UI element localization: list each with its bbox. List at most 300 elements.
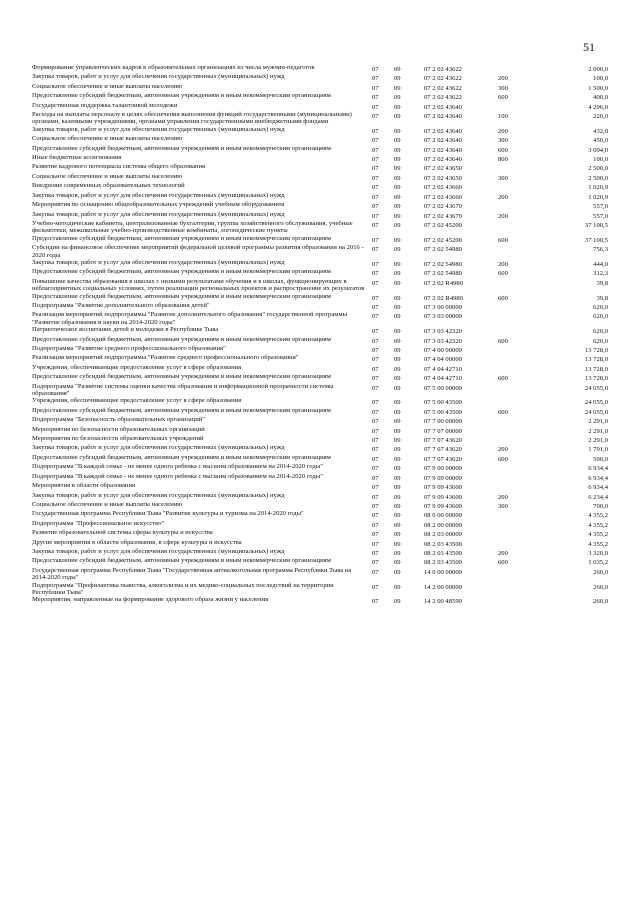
row-amount: 2 291,0 xyxy=(588,437,608,445)
row-section: 07 xyxy=(372,531,379,539)
row-target-article: 07 4 00 00000 xyxy=(424,347,462,354)
table-row xyxy=(32,520,608,529)
row-target-article: 08 2 03 43500 xyxy=(424,549,462,557)
row-subsection: 09 xyxy=(394,313,401,321)
row-subsection: 09 xyxy=(394,568,401,576)
row-section: 07 xyxy=(372,193,379,201)
row-subsection: 09 xyxy=(394,493,401,501)
row-subsection: 09 xyxy=(394,221,401,229)
row-target-article: 07 9 09 43600 xyxy=(424,493,462,501)
row-subsection: 09 xyxy=(394,303,401,311)
row-name: Закупка товаров, работ и услуг для обеспечения государственных (муниципальных) нужд xyxy=(32,491,285,499)
row-target-article: 07 2 02 43640 xyxy=(424,113,462,121)
row-expense-type: 200 xyxy=(498,549,508,557)
row-name: Мероприятия в области образования xyxy=(32,482,136,490)
table-row xyxy=(32,336,608,345)
row-amount: 400,0 xyxy=(593,94,608,102)
row-amount: 1 020,9 xyxy=(588,193,608,201)
row-amount: 260,0 xyxy=(593,568,608,576)
row-subsection: 09 xyxy=(394,137,401,145)
table-row xyxy=(32,416,608,425)
row-name: Подпрограмма "Развитие системы оценки качества образования и информационной прозрачности системы образования" xyxy=(32,382,334,398)
row-name: Другие мероприятия в области образования, в сфере культуры и искусства xyxy=(32,538,242,546)
row-expense-type: 600 xyxy=(498,559,508,567)
row-expense-type xyxy=(498,416,538,425)
row-name: Предоставление субсидий бюджетным, автономным учреждениям и иным некоммерческим организациям xyxy=(32,453,331,461)
row-section: 07 xyxy=(372,437,379,445)
row-subsection: 09 xyxy=(394,203,401,211)
row-target-article: 07 5 00 43500 xyxy=(424,399,462,407)
row-name: Подпрограмма "В каждой семье - не менее одного ребенка с высшим образованием на 2014-2020 годы" xyxy=(32,463,323,471)
row-target-article: 07 4 04 00000 xyxy=(424,356,462,364)
row-target-article: 14 0 00 00000 xyxy=(424,568,462,576)
row-section: 07 xyxy=(372,279,379,287)
row-subsection: 09 xyxy=(394,279,401,287)
row-amount: 2 291,0 xyxy=(588,427,608,435)
row-subsection: 09 xyxy=(394,156,401,164)
row-subsection: 09 xyxy=(394,583,401,591)
row-amount: 4 296,0 xyxy=(588,103,608,111)
table-row xyxy=(32,444,608,453)
table-row xyxy=(32,293,608,302)
row-name: Подпрограмма "Безопасность образовательных организаций" xyxy=(32,416,205,424)
row-expense-type xyxy=(498,326,538,335)
row-amount: 1 500,0 xyxy=(588,84,608,92)
table-row xyxy=(32,326,608,335)
row-subsection: 09 xyxy=(394,184,401,192)
row-amount: 13 728,0 xyxy=(584,365,608,373)
row-section: 07 xyxy=(372,236,379,244)
row-amount: 3 094,0 xyxy=(588,146,608,154)
row-section: 07 xyxy=(372,203,379,211)
row-subsection: 09 xyxy=(394,165,401,173)
row-name: Предоставление субсидий бюджетным, автономным учреждениям и иным некоммерческим организациям xyxy=(32,373,331,381)
row-name: Субсидии на финансовое обеспечение мероприятий федеральной целевой программы развития образования на 2016 - 2020 годы xyxy=(32,244,364,259)
row-section: 07 xyxy=(372,113,379,121)
row-expense-type: 600 xyxy=(498,146,508,154)
row-section: 07 xyxy=(372,418,379,426)
row-subsection: 09 xyxy=(394,66,401,73)
row-amount: 24 055,0 xyxy=(584,384,608,392)
row-subsection: 09 xyxy=(394,549,401,557)
row-section: 07 xyxy=(372,270,379,278)
row-section: 07 xyxy=(372,559,379,567)
row-target-article: 07 2 02 43660 xyxy=(424,184,462,192)
row-expense-type: 300 xyxy=(498,174,508,182)
row-name: Социальное обеспечение и иные выплаты населению xyxy=(32,500,183,508)
row-expense-type xyxy=(498,163,538,172)
table-row xyxy=(32,145,608,154)
row-section: 07 xyxy=(372,455,379,463)
row-target-article: 07 4 04 42710 xyxy=(424,375,462,383)
row-name: Мероприятия по оснащению общеобразовательных учреждений учебным оборудованием xyxy=(32,201,285,209)
table-row xyxy=(32,278,608,293)
table-row xyxy=(32,73,608,82)
row-expense-type: 200 xyxy=(498,127,508,135)
row-amount: 620,0 xyxy=(593,337,608,345)
row-name: Закупка товаров, работ и услуг для обеспечения государственных (муниципальных) нужд xyxy=(32,73,285,81)
row-name: Предоставление субсидий бюджетным, автономным учреждениям и иным некоммерческим организациям xyxy=(32,234,331,242)
table-row xyxy=(32,501,608,510)
table-row xyxy=(32,364,608,373)
row-amount: 2 000,0 xyxy=(588,66,608,73)
row-amount: 620,0 xyxy=(593,303,608,311)
row-subsection: 09 xyxy=(394,260,401,268)
row-amount: 557,0 xyxy=(593,203,608,211)
row-target-article: 07 5 00 00000 xyxy=(424,384,462,392)
row-amount: 500,0 xyxy=(593,455,608,463)
row-target-article: 08 2 03 00000 xyxy=(424,531,462,539)
row-section: 07 xyxy=(372,521,379,529)
row-subsection: 09 xyxy=(394,328,401,336)
table-row xyxy=(32,163,608,172)
row-target-article: 07 7 07 43620 xyxy=(424,446,462,454)
row-target-article: 14 2 00 00000 xyxy=(424,583,462,591)
row-amount: 24 055,0 xyxy=(584,399,608,407)
row-name: Подпрограмма "Профилактика пьянства, алкоголизма и их медико-социальных последствий на территории Республики Тыва" xyxy=(32,581,334,596)
table-row xyxy=(32,154,608,163)
table-row xyxy=(32,383,608,398)
row-subsection: 09 xyxy=(394,465,401,473)
row-amount: 1 020,9 xyxy=(588,184,608,192)
row-amount: 6 934,4 xyxy=(588,484,608,492)
row-amount: 6 934,4 xyxy=(588,465,608,473)
row-amount: 39,8 xyxy=(596,279,608,287)
row-section: 07 xyxy=(372,598,379,606)
row-expense-type: 600 xyxy=(498,455,508,463)
row-section: 07 xyxy=(372,446,379,454)
row-target-article: 07 7 07 43620 xyxy=(424,455,462,463)
row-expense-type: 200 xyxy=(498,193,508,201)
row-amount: 450,0 xyxy=(593,137,608,145)
row-target-article: 07 9 00 00000 xyxy=(424,465,462,473)
row-section: 07 xyxy=(372,375,379,383)
row-subsection: 09 xyxy=(394,531,401,539)
row-target-article: 07 2 02 43670 xyxy=(424,203,462,211)
row-subsection: 09 xyxy=(394,270,401,278)
row-section: 07 xyxy=(372,174,379,182)
row-expense-type xyxy=(498,345,538,354)
row-expense-type: 600 xyxy=(498,408,508,416)
row-section: 07 xyxy=(372,328,379,336)
row-name: Государственная программа Республики Тыва "Развитие культуры и туризма на 2014-2020 годы" xyxy=(32,510,304,518)
row-amount: 620,0 xyxy=(593,328,608,336)
row-section: 07 xyxy=(372,347,379,354)
table-row xyxy=(32,211,608,220)
row-target-article: 07 7 07 00000 xyxy=(424,427,462,435)
table-row xyxy=(32,268,608,277)
row-amount: 2 291,0 xyxy=(588,418,608,426)
table-row xyxy=(32,83,608,92)
row-subsection: 09 xyxy=(394,427,401,435)
row-name: Подпрограмма "Профессиональное искусство" xyxy=(32,519,165,527)
row-target-article: 07 2 02 43640 xyxy=(424,146,462,154)
row-name: Подпрограмма "Развитие дополнительного образования детей" xyxy=(32,301,210,309)
table-row xyxy=(32,345,608,354)
row-amount: 432,0 xyxy=(593,127,608,135)
row-name: Развитие образовательной системы сферы культуры и искусства xyxy=(32,529,213,537)
row-subsection: 09 xyxy=(394,418,401,426)
row-expense-type xyxy=(498,520,538,529)
row-subsection: 09 xyxy=(394,146,401,154)
row-subsection: 09 xyxy=(394,399,401,407)
row-name: Закупка товаров, работ и услуг для обеспечения государственных (муниципальных) нужд xyxy=(32,258,285,266)
row-section: 07 xyxy=(372,540,379,548)
row-target-article: 07 3 03 42320 xyxy=(424,328,462,336)
table-row xyxy=(32,259,608,268)
row-target-article: 07 7 00 00000 xyxy=(424,418,462,426)
row-target-article: 07 3 00 00000 xyxy=(424,303,462,311)
row-amount: 13 728,0 xyxy=(584,347,608,354)
row-section: 07 xyxy=(372,146,379,154)
row-section: 07 xyxy=(372,212,379,220)
table-row xyxy=(32,302,608,311)
table-row xyxy=(32,582,608,597)
row-expense-type xyxy=(498,278,538,293)
row-section: 07 xyxy=(372,337,379,345)
row-expense-type xyxy=(498,529,538,538)
row-section: 07 xyxy=(372,260,379,268)
table-row xyxy=(32,354,608,363)
table-row xyxy=(32,567,608,582)
row-amount: 37 100,5 xyxy=(584,221,608,229)
row-name: Государственная программа Республики Тыва "Государственная антиалкогольная программа Республики Тыва на 2014-2020 годы" xyxy=(32,566,352,582)
row-expense-type: 800 xyxy=(498,156,508,164)
row-target-article: 07 2 02 43622 xyxy=(424,66,462,73)
row-subsection: 09 xyxy=(394,521,401,529)
row-subsection: 09 xyxy=(394,384,401,392)
row-subsection: 09 xyxy=(394,347,401,354)
row-amount: 6 234,4 xyxy=(588,493,608,501)
table-row xyxy=(32,548,608,557)
row-name: Закупка товаров, работ и услуг для обеспечения государственных (муниципальных) нужд xyxy=(32,210,285,218)
table-row xyxy=(32,397,608,406)
row-target-article: 07 2 02 54980 xyxy=(424,270,462,278)
row-amount: 260,0 xyxy=(593,598,608,606)
row-target-article: 07 2 02 43670 xyxy=(424,212,462,220)
row-expense-type xyxy=(498,354,538,363)
row-amount: 13 728,0 xyxy=(584,375,608,383)
table-row xyxy=(32,482,608,491)
row-expense-type xyxy=(498,244,538,259)
row-name: Внедрение современных образовательных технологий xyxy=(32,182,185,190)
row-target-article: 07 9 09 43600 xyxy=(424,502,462,510)
row-section: 07 xyxy=(372,583,379,591)
row-expense-type xyxy=(498,582,538,597)
row-subsection: 09 xyxy=(394,94,401,102)
table-row xyxy=(32,463,608,472)
row-target-article: 07 2 02 43622 xyxy=(424,75,462,83)
row-amount: 260,0 xyxy=(593,583,608,591)
table-row xyxy=(32,111,608,126)
row-subsection: 09 xyxy=(394,103,401,111)
row-target-article: 07 2 02 43650 xyxy=(424,165,462,173)
row-expense-type xyxy=(498,510,538,519)
table-row xyxy=(32,201,608,210)
row-section: 07 xyxy=(372,221,379,229)
row-target-article: 07 3 03 42320 xyxy=(424,337,462,345)
row-section: 07 xyxy=(372,165,379,173)
row-target-article: 07 4 04 42710 xyxy=(424,365,462,373)
row-name: Расходы на выплаты персоналу в целях обеспечения выполнения функций государственными (муниципальными) органами, казенными учреждениями, органами управления государственными внебюджетными фондами xyxy=(32,111,352,126)
row-subsection: 09 xyxy=(394,598,401,606)
row-amount: 4 355,2 xyxy=(588,512,608,520)
row-subsection: 09 xyxy=(394,236,401,244)
row-amount: 756,3 xyxy=(593,246,608,254)
row-section: 07 xyxy=(372,137,379,145)
row-expense-type: 600 xyxy=(498,236,508,244)
row-section: 07 xyxy=(372,84,379,92)
row-expense-type: 600 xyxy=(498,270,508,278)
row-section: 07 xyxy=(372,549,379,557)
row-target-article: 07 2 02 43650 xyxy=(424,174,462,182)
row-target-article: 08 2 03 43500 xyxy=(424,559,462,567)
row-name: Закупка товаров, работ и услуг для обеспечения государственных (муниципальных) нужд xyxy=(32,125,285,133)
row-expense-type: 200 xyxy=(498,446,508,454)
table-row xyxy=(32,235,608,244)
row-amount: 13 728,0 xyxy=(584,356,608,364)
row-amount: 3 320,0 xyxy=(588,549,608,557)
row-target-article: 08 2 00 00000 xyxy=(424,521,462,529)
row-section: 07 xyxy=(372,512,379,520)
table-row xyxy=(32,64,608,73)
row-amount: 444,0 xyxy=(593,260,608,268)
table-row xyxy=(32,510,608,519)
table-row xyxy=(32,135,608,144)
row-amount: 4 355,2 xyxy=(588,531,608,539)
row-amount: 39,8 xyxy=(596,294,608,302)
row-section: 07 xyxy=(372,66,379,73)
page-number: 51 xyxy=(583,40,595,54)
row-name: Закупка товаров, работ и услуг для обеспечения государственных (муниципальных) нужд xyxy=(32,444,285,452)
table-row xyxy=(32,102,608,111)
row-subsection: 09 xyxy=(394,365,401,373)
row-target-article: 07 2 02 45200 xyxy=(424,236,462,244)
row-name: Подпрограмма "В каждой семье - не менее одного ребенка с высшим образованием на 2014-2020 годы" xyxy=(32,472,323,480)
row-expense-type xyxy=(498,201,538,210)
row-amount: 2 500,0 xyxy=(588,174,608,182)
row-name: Формирование управленческих кадров в образовательных организациях из числа мужчин-педагогов xyxy=(32,64,315,71)
row-expense-type xyxy=(498,567,538,582)
row-target-article: 07 2 02 R4980 xyxy=(424,279,464,287)
row-section: 07 xyxy=(372,384,379,392)
table-row xyxy=(32,529,608,538)
row-name: Мероприятия, направленные на формирование здорового образа жизни у населения xyxy=(32,596,269,604)
row-expense-type xyxy=(498,473,538,482)
row-expense-type: 200 xyxy=(498,493,508,501)
row-name: Реализация мероприятий подпрограммы "Развитие дополнительного образования" государственной программы "Развитие образования и науки на 2014-2020 годы" xyxy=(32,311,348,326)
row-name: Патриотическое воспитание детей и молодежи в Республике Тыва xyxy=(32,326,219,334)
row-name: Реализация мероприятий подпрограммы "Развитие среднего профессионального образования" xyxy=(32,354,299,362)
row-target-article: 07 2 02 43640 xyxy=(424,156,462,164)
table-row xyxy=(32,92,608,101)
row-amount: 100,0 xyxy=(593,75,608,83)
row-section: 07 xyxy=(372,427,379,435)
row-name: Государственная поддержка талантливой молодежи xyxy=(32,101,178,109)
table-row xyxy=(32,220,608,235)
row-section: 07 xyxy=(372,408,379,416)
row-target-article: 07 2 02 43640 xyxy=(424,103,462,111)
row-name: Закупка товаров, работ и услуг для обеспечения государственных (муниципальных) нужд xyxy=(32,191,285,199)
row-subsection: 09 xyxy=(394,502,401,510)
row-expense-type xyxy=(498,302,538,311)
table-row xyxy=(32,435,608,444)
row-subsection: 09 xyxy=(394,337,401,345)
table-row xyxy=(32,173,608,182)
table-row xyxy=(32,596,608,605)
row-name: Предоставление субсидий бюджетным, автономным учреждениям и иным некоммерческим организациям xyxy=(32,268,331,276)
row-section: 07 xyxy=(372,313,379,321)
row-amount: 1 035,2 xyxy=(588,559,608,567)
row-section: 07 xyxy=(372,365,379,373)
row-expense-type xyxy=(498,482,538,491)
row-subsection: 09 xyxy=(394,212,401,220)
row-target-article: 07 2 02 43622 xyxy=(424,94,462,102)
row-subsection: 09 xyxy=(394,84,401,92)
budget-table xyxy=(32,64,608,606)
row-expense-type xyxy=(498,102,538,111)
row-subsection: 09 xyxy=(394,540,401,548)
table-row xyxy=(32,192,608,201)
row-name: Предоставление субсидий бюджетным, автономным учреждениям и иным некоммерческим организациям xyxy=(32,406,331,414)
row-subsection: 09 xyxy=(394,408,401,416)
row-expense-type: 300 xyxy=(498,84,508,92)
row-amount: 620,0 xyxy=(593,313,608,321)
row-name: Мероприятия по безопасности образовательных организаций xyxy=(32,425,205,433)
row-target-article: 07 2 02 54980 xyxy=(424,246,462,254)
row-subsection: 09 xyxy=(394,512,401,520)
row-expense-type: 600 xyxy=(498,294,508,302)
table-row xyxy=(32,426,608,435)
row-subsection: 09 xyxy=(394,474,401,482)
row-name: Учебно-методические кабинеты, централизованные бухгалтерии, группы хозяйственного обслуживания, учебные фильмотеки, межшкольные учебно-производственные комбинаты, логопедические пункты xyxy=(32,219,353,235)
row-expense-type xyxy=(498,383,538,398)
row-name: Закупка товаров, работ и услуг для обеспечения государственных (муниципальных) нужд xyxy=(32,547,285,555)
row-subsection: 09 xyxy=(394,375,401,383)
row-section: 07 xyxy=(372,484,379,492)
row-expense-type xyxy=(498,220,538,235)
row-amount: 557,0 xyxy=(593,212,608,220)
row-section: 07 xyxy=(372,465,379,473)
row-section: 07 xyxy=(372,246,379,254)
row-target-article: 07 2 02 54980 xyxy=(424,260,462,268)
row-expense-type: 200 xyxy=(498,75,508,83)
row-target-article: 08 2 03 43500 xyxy=(424,540,462,548)
row-amount: 312,3 xyxy=(593,270,608,278)
row-expense-type xyxy=(498,539,538,548)
row-name: Предоставление субсидий бюджетным, автономным учреждениям и иным некоммерческим организациям xyxy=(32,292,331,300)
row-name: Учреждения, обеспечивающие предоставление услуг в сфере образования xyxy=(32,397,242,405)
row-subsection: 09 xyxy=(394,246,401,254)
row-amount: 1 791,0 xyxy=(588,446,608,454)
row-name: Подпрограмма "Развитие среднего профессионального образования" xyxy=(32,345,226,352)
row-expense-type xyxy=(498,397,538,406)
row-name: Предоставление субсидий бюджетным, автономным учреждениям и иным некоммерческим организациям xyxy=(32,92,331,100)
row-target-article: 07 3 03 00000 xyxy=(424,313,462,321)
table-row xyxy=(32,407,608,416)
row-target-article: 08 0 00 00000 xyxy=(424,512,462,520)
row-target-article: 07 2 02 45200 xyxy=(424,221,462,229)
table-row xyxy=(32,373,608,382)
row-section: 07 xyxy=(372,156,379,164)
row-subsection: 09 xyxy=(394,174,401,182)
row-section: 07 xyxy=(372,303,379,311)
row-subsection: 09 xyxy=(394,113,401,121)
row-subsection: 09 xyxy=(394,437,401,445)
row-subsection: 09 xyxy=(394,559,401,567)
row-section: 07 xyxy=(372,184,379,192)
row-name: Социальное обеспечение и иные выплаты населению xyxy=(32,172,183,180)
